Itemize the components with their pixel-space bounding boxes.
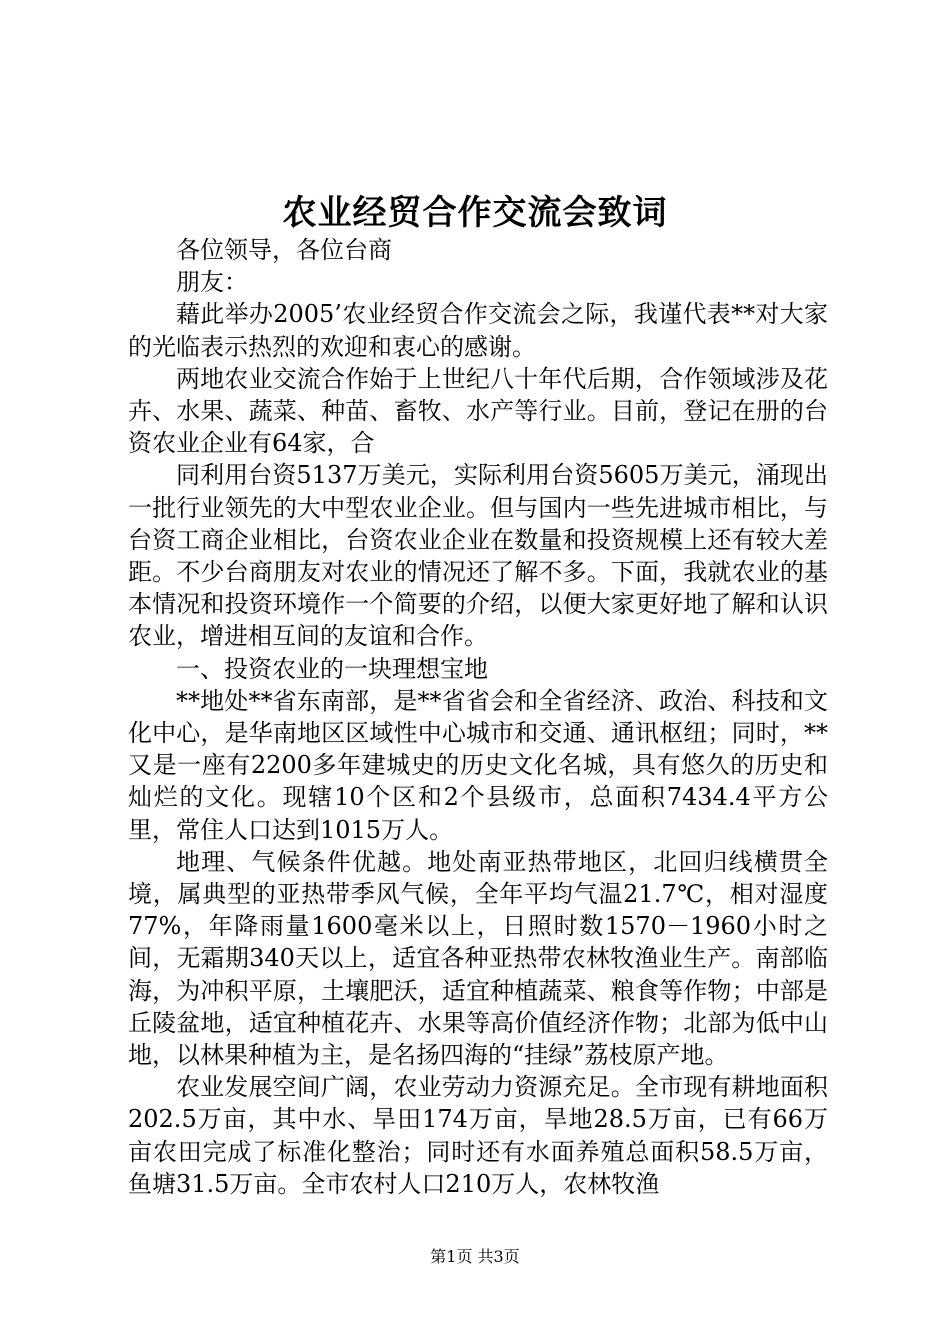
body-paragraph: 农业发展空间广阔，农业劳动力资源充足。全市现有耕地面积202.5万亩，其中水、旱田174万亩，旱地28.5万亩，已有66万亩农田完成了标准化整治；同时还有水面养殖总面积58.5万亩，鱼塘31.5万亩。全市农村人口210万人，农林牧渔 — [128, 1073, 828, 1198]
section-heading: 一、投资农业的一块理想宝地 — [176, 654, 488, 683]
salutation-line: 朋友： — [176, 268, 248, 297]
salutation-line: 各位领导，各位台商 — [176, 236, 392, 264]
body-paragraph: 两地农业交流合作始于上世纪八十年代后期，合作领域涉及花卉、水果、蔬菜、种苗、畜牧、水产等行业。目前，登记在册的台资农业企业有64家，合 — [128, 364, 828, 458]
page-indicator: 第1页 共3页 — [430, 1247, 520, 1266]
body-paragraph: **地处**省东南部，是**省省会和全省经济、政治、科技和文化中心，是华南地区区域性中心城市和交通、通讯枢纽；同时，**又是一座有2200多年建城史的历史文化名城，具有悠久的历史和灿烂的文化。现辖10个区和2个县级市，总面积7434.4平方公里，常住人口达到1015万人。 — [128, 686, 828, 844]
document-body — [128, 234, 828, 1200]
document-title: 农业经贸合作交流会致词 — [282, 193, 668, 233]
body-paragraph: 藉此举办2005’农业经贸合作交流会之际，我谨代表**对大家的光临表示热烈的欢迎和衷心的感谢。 — [128, 300, 828, 361]
body-paragraph: 同利用台资5137万美元，实际利用台资5605万美元，涌现出一批行业领先的大中型农业企业。但与国内一些先进城市相比，与台资工商企业相比，台资农业企业在数量和投资规模上还有较大差距。不少台商朋友对农业的情况还了解不多。下面，我就农业的基本情况和投资环境作一个简要的介绍，以便大家更好地了解和认识农业，增进相互间的友谊和合作。 — [128, 461, 828, 651]
body-paragraph: 地理、气候条件优越。地处南亚热带地区，北回归线横贯全境，属典型的亚热带季风气候，全年平均气温21.7℃，相对湿度77%，年降雨量1600毫米以上，日照时数1570－1960小时之间，无霜期340天以上，适宜各种亚热带农林牧渔业生产。南部临海，为冲积平原，土壤肥沃，适宜种植蔬菜、粮食等作物；中部是丘陵盆地，适宜种植花卉、水果等高价值经济作物；北部为低中山地，以林果种植为主，是名扬四海的“挂绿”荔枝原产地。 — [128, 847, 828, 1070]
